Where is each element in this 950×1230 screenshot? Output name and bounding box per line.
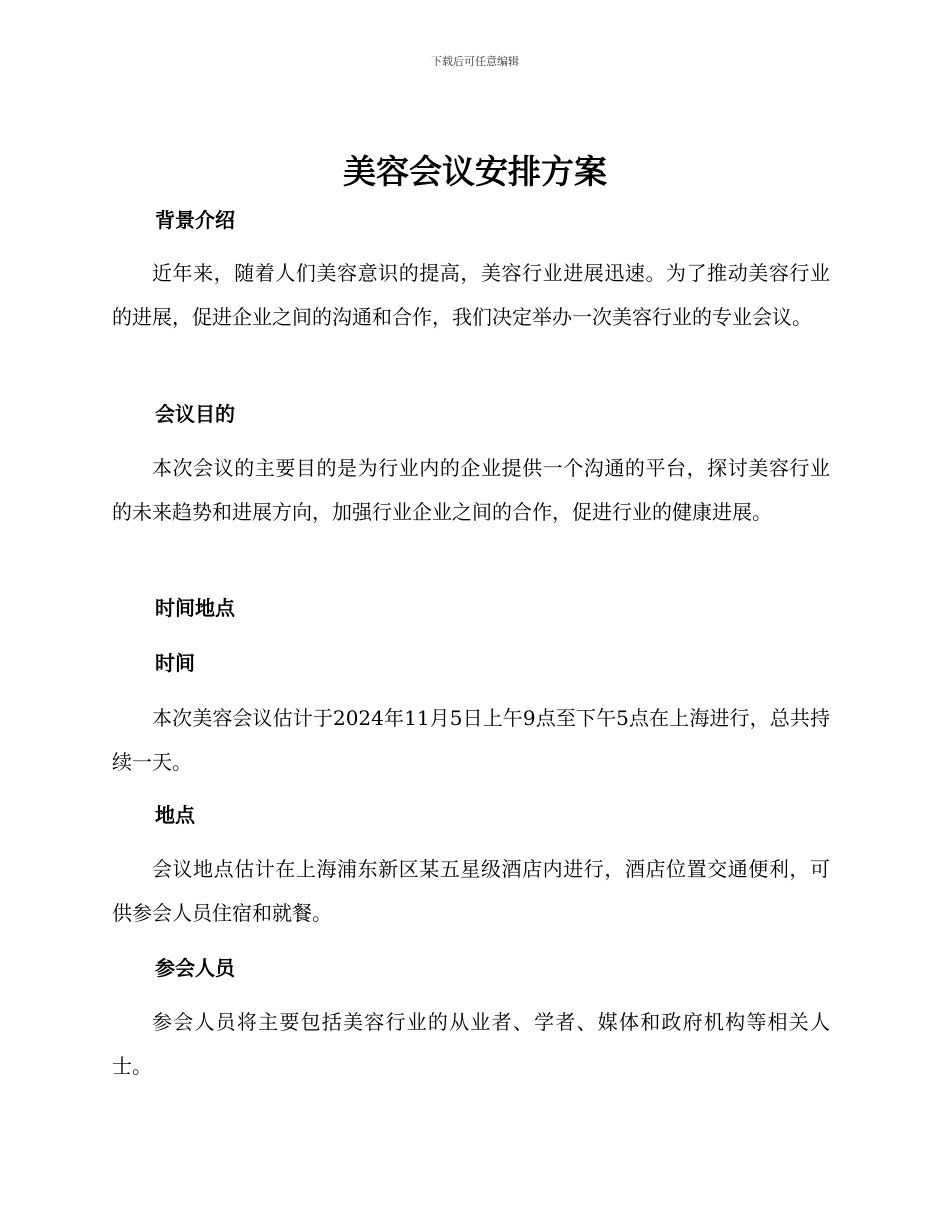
section-paragraph-purpose: 本次会议的主要目的是为行业内的企业提供一个沟通的平台，探讨美容行业的未来趋势和进展方向，加强行业企业之间的合作，促进行业的健康进展。	[112, 456, 830, 524]
section-heading-place: 地点	[155, 803, 195, 827]
header-note: 下载后可任意编辑	[431, 55, 519, 68]
section-heading-background: 背景介绍	[155, 208, 235, 232]
section-paragraph-place: 会议地点估计在上海浦东新区某五星级酒店内进行，酒店位置交通便利，可供参会人员住宿和就餐。	[112, 857, 830, 925]
section-paragraph-time: 本次美容会议估计于2024年11月5日上午9点至下午5点在上海进行，总共持续一天。	[112, 706, 830, 774]
section-heading-time-place: 时间地点	[155, 596, 235, 620]
section-heading-time: 时间	[155, 651, 195, 675]
section-heading-purpose: 会议目的	[155, 402, 235, 426]
section-paragraph-attendees: 参会人员将主要包括美容行业的从业者、学者、媒体和政府机构等相关人士。	[112, 1010, 830, 1078]
section-heading-attendees: 参会人员	[155, 956, 235, 980]
page-title: 美容会议安排方案	[343, 152, 607, 191]
section-paragraph-background: 近年来，随着人们美容意识的提高，美容行业进展迅速。为了推动美容行业的进展，促进企业之间的沟通和合作，我们决定举办一次美容行业的专业会议。	[112, 261, 830, 329]
